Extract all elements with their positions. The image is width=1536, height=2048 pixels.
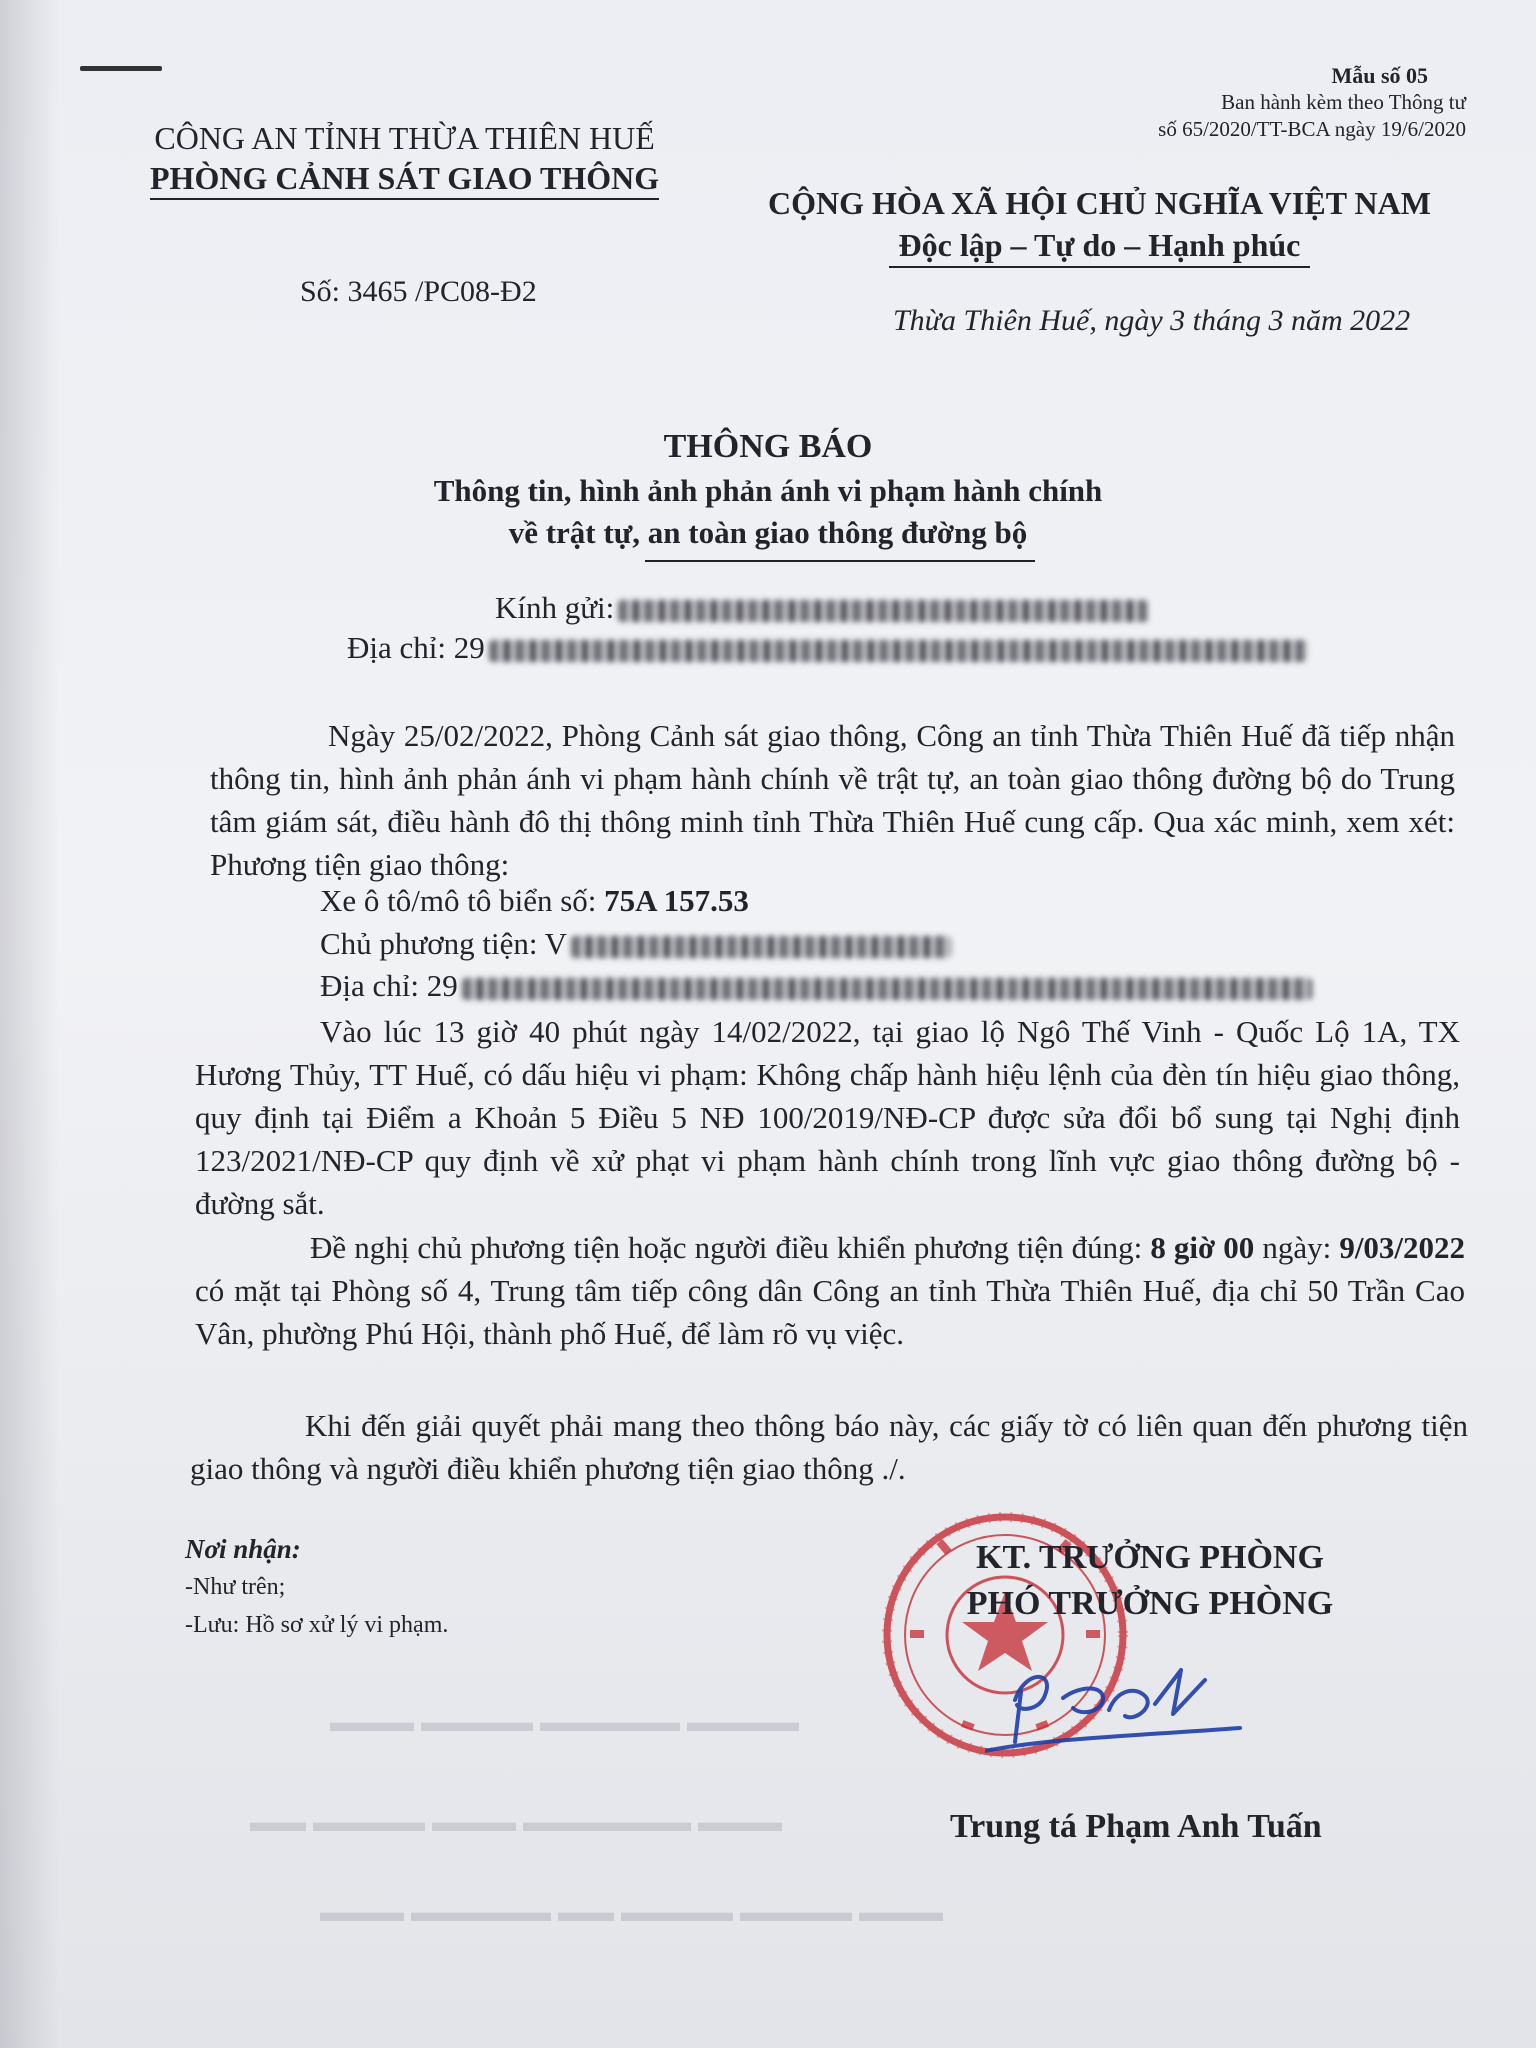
- form-issued-with: Ban hành kèm theo Thông tư: [1221, 90, 1466, 114]
- receivers-block: [185, 1530, 448, 1644]
- page-shadow: [0, 0, 60, 2048]
- title-divider: [645, 560, 1035, 562]
- nation-motto: Độc lập – Tự do – Hạnh phúc: [889, 224, 1311, 268]
- plate-label: Xe ô tô/mô tô biển số:: [320, 883, 597, 918]
- appointment-time: 8 giờ 00: [1150, 1230, 1255, 1265]
- request-location: có mặt tại Phòng số 4, Trung tâm tiếp công dân Công an tỉnh Thừa Thiên Huế, địa chỉ 50 Trần Cao Vân, phường Phú Hội, thành phố Huế, để làm rõ vụ việc.: [195, 1273, 1465, 1351]
- bleed-through-text: ▬▬▬ ▬▬▬▬ ▬▬▬▬▬ ▬▬▬▬: [330, 1707, 799, 1738]
- signer-title-2: PHÓ TRƯỞNG PHÒNG: [966, 1585, 1334, 1622]
- margin-mark: [80, 66, 162, 71]
- intro-paragraph: [210, 714, 1455, 886]
- bring-paragraph: [190, 1404, 1468, 1490]
- title-main: THÔNG BÁO: [663, 428, 873, 465]
- request-paragraph: [195, 1226, 1465, 1355]
- recipient-line: [495, 590, 1148, 626]
- title-sub-1: Thông tin, hình ảnh phản ánh vi phạm hành chính: [433, 473, 1103, 508]
- recipient-address-line: [347, 630, 1307, 666]
- agency-line-1: CÔNG AN TỈNH THỪA THIÊN HUẾ: [154, 120, 655, 156]
- receiver-item: -Lưu: Hồ sơ xử lý vi phạm.: [185, 1612, 449, 1638]
- document-title: [0, 424, 1536, 554]
- recipient-address-label: Địa chỉ: 29: [347, 630, 485, 665]
- owner-label: Chủ phương tiện: V: [320, 926, 568, 961]
- intro-text: Ngày 25/02/2022, Phòng Cảnh sát giao thông, Công an tỉnh Thừa Thiên Huế đã tiếp nhận thông tin, hình ảnh phản ánh vi phạm hành chính về trật tự, an toàn giao thông đường bộ do Trung tâm giám sát, điều hành đô thị thông minh tỉnh Thừa Thiên Huế cung cấp. Qua xác minh, xem xét: Phương tiện giao thông:: [210, 718, 1455, 882]
- document-number: Số: 3465 /PC08-Đ2: [300, 275, 537, 308]
- form-circular: số 65/2020/TT-BCA ngày 19/6/2020: [1158, 117, 1466, 141]
- request-text: [195, 1226, 1465, 1355]
- request-day-label: ngày:: [1262, 1230, 1332, 1265]
- appointment-date: 9/03/2022: [1339, 1230, 1466, 1265]
- title-sub-2: về trật tự, an toàn giao thông đường bộ: [508, 515, 1028, 550]
- owner-address-label: Địa chỉ: 29: [320, 968, 458, 1003]
- signer-name: Trung tá Phạm Anh Tuấn: [950, 1808, 1322, 1845]
- bleed-through-text: ▬▬ ▬▬▬▬ ▬▬▬ ▬▬▬▬▬▬ ▬▬▬: [250, 1807, 782, 1838]
- form-number-block: [1158, 62, 1466, 143]
- form-number: Mẫu số 05: [1331, 63, 1428, 88]
- request-intro: Đề nghị chủ phương tiện hoặc người điều khiển phương tiện đúng:: [310, 1230, 1143, 1265]
- receivers-heading: Nơi nhận:: [185, 1534, 301, 1564]
- redacted-owner-address: [462, 978, 1312, 1000]
- owner-line: [320, 926, 951, 962]
- plate-number: 75A 157.53: [604, 883, 749, 918]
- receiver-item: -Như trên;: [185, 1574, 286, 1600]
- signer-title-1: KT. TRƯỞNG PHÒNG: [976, 1539, 1324, 1576]
- owner-address-line: [320, 968, 1312, 1004]
- bleed-through-text: ▬▬▬ ▬▬▬▬▬ ▬▬ ▬▬▬▬ ▬▬▬▬ ▬▬▬: [320, 1897, 943, 1928]
- redacted-address: [489, 640, 1307, 662]
- redacted-name: [618, 600, 1148, 622]
- violation-text: Vào lúc 13 giờ 40 phút ngày 14/02/2022, tại giao lộ Ngô Thế Vinh - Quốc Lộ 1A, TX Hương Thủy, TT Huế, có dấu hiệu vi phạm: Không chấp hành hiệu lệnh của đèn tín hiệu giao thông, quy định tại Điểm a Khoản 5 Điều 5 NĐ 100/2019/NĐ-CP được sửa đổi bổ sung tại Nghị định 123/2021/NĐ-CP quy định về xử phạt vi phạm hành chính trong lĩnh vực giao thông đường bộ - đường sắt.: [195, 1014, 1460, 1221]
- redacted-owner: [571, 936, 951, 958]
- signature-block: [890, 1535, 1410, 1627]
- agency-line-2: PHÒNG CẢNH SÁT GIAO THÔNG: [150, 158, 659, 200]
- place-date: Thừa Thiên Huế, ngày 3 tháng 3 năm 2022: [893, 304, 1411, 337]
- national-header: [768, 182, 1431, 268]
- violation-paragraph: [195, 1010, 1460, 1225]
- nation-line-1: CỘNG HÒA XÃ HỘI CHỦ NGHĨA VIỆT NAM: [768, 185, 1431, 221]
- handwritten-signature: [985, 1650, 1245, 1770]
- bring-text: Khi đến giải quyết phải mang theo thông báo này, các giấy tờ có liên quan đến phương tiện giao thông và người điều khiển phương tiện giao thông ./.: [190, 1408, 1468, 1486]
- vehicle-plate-line: [320, 883, 749, 919]
- issuing-agency: [150, 118, 659, 200]
- recipient-label: Kính gửi:: [495, 590, 615, 625]
